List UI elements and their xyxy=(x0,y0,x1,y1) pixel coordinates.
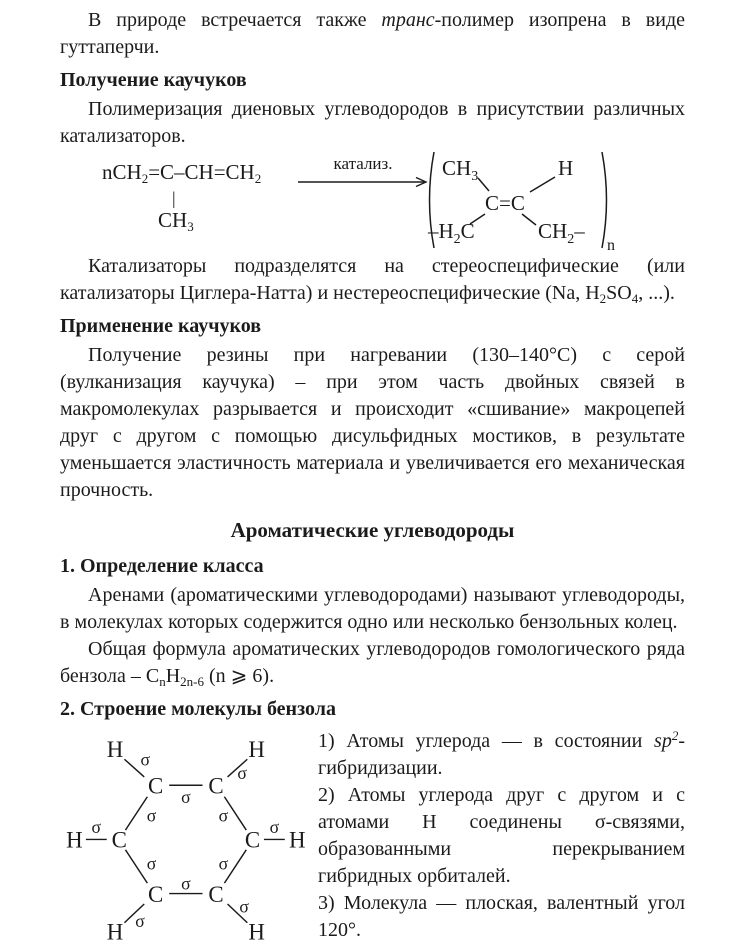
sigma-bond-label: σ xyxy=(135,910,145,931)
hydrogen-label: H xyxy=(66,827,83,853)
note-item-2: 2) Атомы углерода друг с другом и с атомами Н соединены σ-связями, образованными перекрыванием гибридных орбиталей. xyxy=(318,784,685,887)
benzene-atoms xyxy=(66,737,305,944)
reactant-formula xyxy=(102,160,262,234)
right-arrow-icon xyxy=(297,176,429,188)
carbon-label: C xyxy=(111,827,127,853)
sigma-bond-label: σ xyxy=(91,817,102,838)
hydrogen-label: H xyxy=(248,919,265,945)
note-item-3: 3) Молекула — плоская, валентный угол 120°. xyxy=(318,892,685,941)
product-h2c-label: $-H_2C$ xyxy=(428,219,475,247)
sigma-bond-label: σ xyxy=(146,853,157,874)
heading-benzene-structure: 2. Строение молекулы бензола xyxy=(60,698,336,720)
intro-text-italic: транс xyxy=(381,9,435,31)
reactant-subscript: 2 xyxy=(141,171,149,186)
product-ch3-label: $CH_3$ xyxy=(442,156,479,184)
sigma-bond-label: σ xyxy=(237,763,247,784)
sigma-bond-label: σ xyxy=(140,749,151,770)
hydrogen-label: H xyxy=(106,737,124,763)
bond-c-ch2 xyxy=(522,214,536,225)
sigma-bond-label: σ xyxy=(146,805,157,826)
general-formula-paragraph: Общая формула ароматических углеводородов гомологического ряда бензола – $C_nH_{2n-6}$ (n ⩾ 6). xyxy=(60,638,685,689)
hydrogen-label: H xyxy=(289,827,306,853)
vulcanization-paragraph: Получение резины при нагревании (130–140°С) с серой (вулканизация каучука) – при этом часть двойных связей в макромолекулах разрывается и происходит «сшивание» макроцепей друг с другом с помощью дисульфидных мостиков, в результате уменьшается эластичность материала и увеличивается его механическая прочность. xyxy=(60,344,685,501)
note-item-1: 1) Атомы углерода — в состоянии $sp^2$-гибридизации. xyxy=(318,728,685,779)
reaction-arrow xyxy=(297,154,429,188)
sigma-bond-label: σ xyxy=(181,786,191,807)
sigma-bond-label: σ xyxy=(181,873,191,894)
bond-ch3-c xyxy=(478,178,489,191)
benzene-diagram xyxy=(64,728,314,949)
intro-text-post: -полимер изопрена в виде гуттаперчи. xyxy=(60,9,686,58)
product-formula xyxy=(420,150,620,252)
reactant-subscript: 2 xyxy=(254,171,262,186)
product-ch2-label: $CH_2-$ xyxy=(538,219,585,247)
intro-text-pre: В природе встречается также xyxy=(88,9,382,31)
structure-notes xyxy=(318,728,685,949)
chapter-title: Ароматические углеводороды xyxy=(230,518,515,542)
methyl-group: $CH_3$ xyxy=(158,208,194,234)
vertical-bond: | xyxy=(172,188,176,208)
reaction-scheme xyxy=(60,153,685,251)
catalysts-paragraph: Катализаторы подразделятся на стереоспецифические (или катализаторы Циглера-Натта) и нестереоспецифические (Na, $H_2SO_4$, ...). xyxy=(60,255,685,306)
polymerization-paragraph: Полимеризация диеновых углеводородов в присутствии различных катализаторов. xyxy=(60,98,685,147)
polymer-index-n: n xyxy=(607,237,615,252)
hydrogen-label: H xyxy=(106,919,124,945)
hydrogen-label: H xyxy=(248,737,265,763)
sigma-bond-label: σ xyxy=(269,817,280,838)
carbon-label: C xyxy=(208,881,224,907)
heading-rubber-application: Применение каучуков xyxy=(60,315,262,337)
sigma-bond-label: σ xyxy=(218,853,229,874)
bond-c-h xyxy=(530,177,555,192)
reactant-part: =C–CH=CH xyxy=(148,160,255,184)
reactant-part: nCH xyxy=(102,160,142,184)
intro-paragraph xyxy=(60,7,685,61)
right-parenthesis xyxy=(602,152,607,248)
carbon-label: C xyxy=(208,773,224,799)
arenes-definition-paragraph: Аренами (ароматическими углеводородами) называют углеводороды, в молекулах которых содержится одно или несколько бензольных колец. xyxy=(60,584,685,633)
benzene-section xyxy=(60,728,685,949)
product-h-label: H xyxy=(558,156,574,180)
carbon-label: C xyxy=(148,773,164,799)
product-cc-label: C=C xyxy=(485,191,525,215)
catalyst-label: катализ. xyxy=(333,154,393,173)
sigma-bond-label: σ xyxy=(218,805,229,826)
carbon-label: C xyxy=(244,827,261,853)
heading-class-definition: 1. Определение класса xyxy=(60,555,264,577)
carbon-label: C xyxy=(148,881,164,907)
heading-rubber-production: Получение каучуков xyxy=(60,69,247,91)
sigma-bond-label: σ xyxy=(239,896,249,917)
